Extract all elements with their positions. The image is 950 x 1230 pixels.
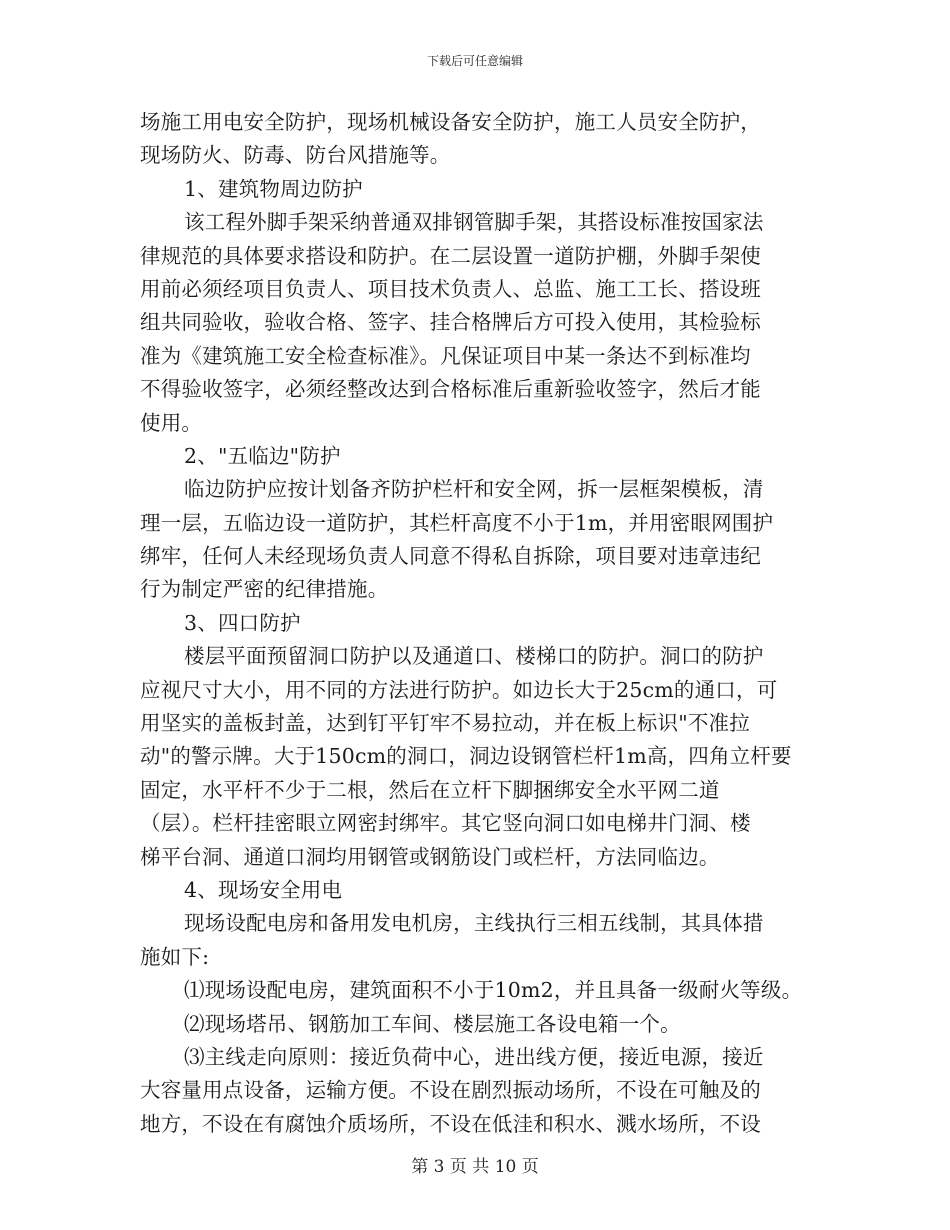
section-heading: 3、四口防护 bbox=[184, 610, 301, 635]
body-line: 施如下: bbox=[140, 944, 210, 969]
body-line: 楼层平面预留洞口防护以及通道口、楼梯口的防护。洞口的防护 bbox=[184, 644, 764, 669]
body-line: 使用。 bbox=[140, 410, 203, 435]
body-line: 绑牢，任何人未经现场负责人同意不得私自拆除，项目要对违章违纪 bbox=[140, 544, 761, 569]
body-line: 大容量用点设备，运输方便。不设在剧烈振动场所，不设在可触及的 bbox=[140, 1078, 761, 1103]
body-line: 梯平台洞、通道口洞均用钢管或钢筋设门或栏杆，方法同临边。 bbox=[140, 844, 720, 869]
body-line: 组共同验收，验收合格、签字、挂合格牌后方可投入使用，其检验标 bbox=[140, 310, 761, 335]
body-line: 用坚实的盖板封盖，达到钉平钉牢不易拉动，并在板上标识"不准拉 bbox=[140, 711, 750, 736]
list-item: ⑵现场塔吊、钢筋加工车间、楼层施工各设电箱一个。 bbox=[184, 1011, 681, 1036]
body-line: 行为制定严密的纪律措施。 bbox=[140, 577, 389, 602]
page-footer: 第 3 页 共 10 页 bbox=[411, 1157, 539, 1177]
body-line: 动"的警示牌。大于150cm的洞口，洞边设钢管栏杆1m高，四角立杆要 bbox=[140, 744, 792, 769]
body-line: 理一层，五临边设一道防护，其栏杆高度不小于1m，并用密眼网围护 bbox=[140, 510, 774, 535]
body-line: 临边防护应按计划备齐防护栏杆和安全网，拆一层框架模板，清 bbox=[184, 477, 764, 502]
section-heading: 2、"五临边"防护 bbox=[184, 443, 341, 468]
body-line: 不得验收签字，必须经整改达到合格标准后重新验收签字，然后才能 bbox=[140, 377, 761, 402]
body-line: （层）。栏杆挂密眼立网密封绑牢。其它竖向洞口如电梯井门洞、楼 bbox=[140, 811, 751, 836]
body-line: 场施工用电安全防护，现场机械设备安全防护，施工人员安全防护， bbox=[140, 110, 761, 134]
body-line: 准为《建筑施工安全检查标准》。凡保证项目中某一条达不到标准均 bbox=[140, 343, 751, 368]
body-line: 固定，水平杆不少于二根，然后在立杆下脚捆绑安全水平网二道 bbox=[140, 777, 720, 802]
body-line: 现场设配电房和备用发电机房，主线执行三相五线制，其具体措 bbox=[184, 911, 764, 936]
body-line: 该工程外脚手架采纳普通双排钢管脚手架，其搭设标准按国家法 bbox=[184, 210, 764, 235]
body-line: 用前必须经项目负责人、项目技术负责人、总监、施工工长、搭设班 bbox=[140, 276, 761, 301]
list-item: ⑶主线走向原则：接近负荷中心，进出线方便，接近电源，接近 bbox=[184, 1044, 764, 1069]
list-item: ⑴现场设配电房，建筑面积不小于10m2，并且具备一级耐火等级。 bbox=[184, 978, 803, 1003]
document-body bbox=[140, 106, 810, 1141]
page-header: 下载后可任意编辑 bbox=[426, 54, 523, 68]
body-line: 律规范的具体要求搭设和防护。在二层设置一道防护棚，外脚手架使 bbox=[140, 243, 761, 268]
section-heading: 4、现场安全用电 bbox=[184, 877, 343, 902]
body-line: 应视尺寸大小，用不同的方法进行防护。如边长大于25cm的通口，可 bbox=[140, 677, 778, 702]
section-heading: 1、建筑物周边防护 bbox=[184, 176, 363, 201]
body-line: 现场防火、防毒、防台风措施等。 bbox=[140, 143, 451, 168]
body-line: 地方，不设在有腐蚀介质场所，不设在低洼和积水、溅水场所，不设 bbox=[140, 1111, 761, 1136]
